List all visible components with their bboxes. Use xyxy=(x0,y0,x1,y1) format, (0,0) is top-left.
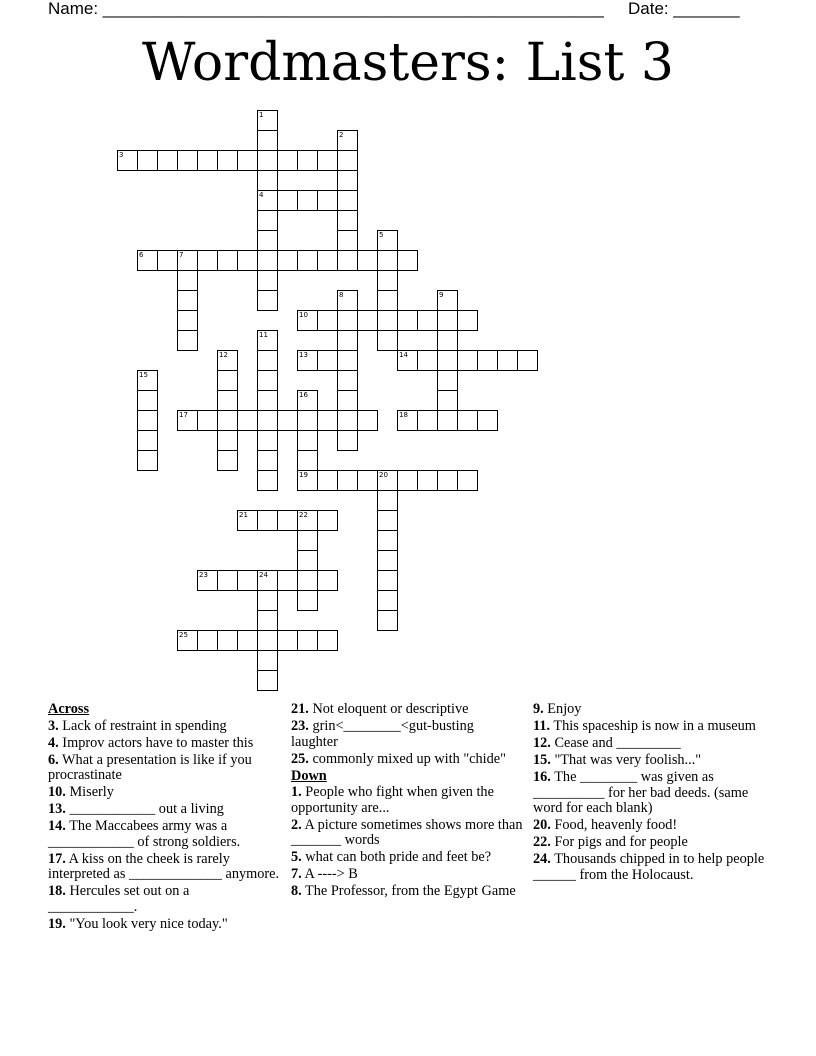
crossword-cell[interactable] xyxy=(377,590,398,611)
clue-item xyxy=(533,770,773,817)
crossword-cell[interactable] xyxy=(337,370,358,391)
clue-item xyxy=(291,850,523,866)
clue-item xyxy=(533,753,773,769)
clue-item-number: 2. xyxy=(291,816,302,833)
clue-item-number: 4. xyxy=(48,734,59,751)
crossword-cell[interactable] xyxy=(457,470,478,491)
crossword-cell[interactable] xyxy=(357,410,378,431)
crossword-cell[interactable] xyxy=(397,350,418,371)
crossword-cell[interactable] xyxy=(337,170,358,191)
crossword-cell[interactable] xyxy=(217,370,238,391)
clue-item-number: 24. xyxy=(533,851,551,867)
clue-number: 9 xyxy=(439,291,444,299)
crossword-cell[interactable] xyxy=(317,150,338,171)
clue-item xyxy=(291,719,523,750)
crossword-cell[interactable] xyxy=(297,510,318,531)
clue-item xyxy=(291,702,523,718)
crossword-cell[interactable] xyxy=(237,150,258,171)
crossword-cell[interactable] xyxy=(217,150,238,171)
clue-item-text: The ________ was given as __________ for her bad deeds. (same word for each blank) xyxy=(533,769,749,816)
crossword-cell[interactable] xyxy=(217,450,238,471)
crossword-cell[interactable] xyxy=(137,390,158,411)
crossword-cell[interactable] xyxy=(257,330,278,351)
clue-item-number: 15. xyxy=(533,752,551,768)
crossword-cell[interactable] xyxy=(137,450,158,471)
crossword-cell[interactable] xyxy=(257,170,278,191)
clue-item-text: Thousands chipped in to help people ______ from the Holocaust. xyxy=(533,851,765,883)
crossword-cell[interactable] xyxy=(377,250,398,271)
clue-number: 19 xyxy=(299,471,308,479)
clue-item xyxy=(48,753,280,784)
clue-item xyxy=(48,884,280,915)
crossword-cell[interactable] xyxy=(297,570,318,591)
clue-item-text: A ----> B xyxy=(301,866,358,882)
clue-number: 10 xyxy=(299,311,308,319)
crossword-cell[interactable] xyxy=(257,110,278,131)
clue-item-number: 18. xyxy=(48,883,66,899)
crossword-cell[interactable] xyxy=(297,550,318,571)
clue-item xyxy=(533,702,773,718)
crossword-cell[interactable] xyxy=(437,390,458,411)
crossword-cell[interactable] xyxy=(257,290,278,311)
clue-number: 18 xyxy=(399,411,408,419)
crossword-cell[interactable] xyxy=(337,190,358,211)
crossword-cell[interactable] xyxy=(177,270,198,291)
crossword-cell[interactable] xyxy=(297,190,318,211)
crossword-cell[interactable] xyxy=(277,150,298,171)
crossword-cell[interactable] xyxy=(417,470,438,491)
clue-item-text: grin<________<gut-busting laughter xyxy=(291,718,474,750)
crossword-cell[interactable] xyxy=(317,570,338,591)
crossword-cell[interactable] xyxy=(217,390,238,411)
crossword-cell[interactable] xyxy=(457,350,478,371)
crossword-cell[interactable] xyxy=(317,350,338,371)
crossword-cell[interactable] xyxy=(277,510,298,531)
clue-item-number: 9. xyxy=(533,701,544,717)
crossword-cell[interactable] xyxy=(297,630,318,651)
clue-number: 2 xyxy=(339,131,344,139)
crossword-cell[interactable] xyxy=(237,570,258,591)
clue-item-text: Enjoy xyxy=(543,701,582,717)
crossword-cell[interactable] xyxy=(277,410,298,431)
crossword-cell[interactable] xyxy=(237,250,258,271)
crossword-cell[interactable] xyxy=(277,190,298,211)
clue-column-3 xyxy=(533,702,773,885)
clue-item-text: what can both pride and feet be? xyxy=(301,849,492,865)
clue-number: 13 xyxy=(299,351,308,359)
crossword-cell[interactable] xyxy=(337,430,358,451)
crossword-cell[interactable] xyxy=(197,250,218,271)
clue-item-number: 22. xyxy=(533,834,551,850)
crossword-cell[interactable] xyxy=(297,450,318,471)
crossword-cell[interactable] xyxy=(317,310,338,331)
clue-number: 6 xyxy=(139,251,144,259)
crossword-cell[interactable] xyxy=(377,610,398,631)
crossword-cell[interactable] xyxy=(257,190,278,211)
crossword-cell[interactable] xyxy=(217,250,238,271)
clue-item-text: Miserly xyxy=(65,784,114,800)
clue-item xyxy=(533,852,773,883)
crossword-cell[interactable] xyxy=(437,350,458,371)
crossword-cell[interactable] xyxy=(257,670,278,691)
clue-item-number: 3. xyxy=(48,717,59,734)
clue-item-text: "You look very nice today." xyxy=(65,915,228,932)
clue-number: 14 xyxy=(399,351,408,359)
clue-number: 17 xyxy=(179,411,188,419)
crossword-cell[interactable] xyxy=(157,250,178,271)
clue-item-number: 14. xyxy=(48,818,66,834)
clue-item xyxy=(533,818,773,834)
crossword-cell[interactable] xyxy=(337,390,358,411)
clue-column-1 xyxy=(48,702,280,934)
crossword-cell[interactable] xyxy=(177,310,198,331)
crossword-cell[interactable] xyxy=(477,410,498,431)
clue-number: 3 xyxy=(119,151,124,159)
crossword-cell[interactable] xyxy=(397,250,418,271)
crossword-cell[interactable] xyxy=(257,470,278,491)
crossword-cell[interactable] xyxy=(177,250,198,271)
clue-item-text: Cease and _________ xyxy=(550,735,681,751)
crossword-cell[interactable] xyxy=(117,150,138,171)
crossword-cell[interactable] xyxy=(257,210,278,231)
clue-item-number: 16. xyxy=(533,769,551,785)
crossword-cell[interactable] xyxy=(257,590,278,611)
crossword-cell[interactable] xyxy=(137,410,158,431)
clue-number: 7 xyxy=(179,251,184,259)
crossword-cell[interactable] xyxy=(397,410,418,431)
crossword-cell[interactable] xyxy=(317,250,338,271)
crossword-cell[interactable] xyxy=(437,330,458,351)
clue-item-text: Improv actors have to master this xyxy=(58,734,254,751)
crossword-cell[interactable] xyxy=(417,350,438,371)
clue-number: 23 xyxy=(199,571,208,579)
crossword-cell[interactable] xyxy=(337,210,358,231)
clue-item-text: Hercules set out on a ____________. xyxy=(48,883,190,915)
crossword-cell[interactable] xyxy=(317,410,338,431)
clue-number: 20 xyxy=(379,471,388,479)
crossword-cell[interactable] xyxy=(437,310,458,331)
crossword-cell[interactable] xyxy=(517,350,538,371)
crossword-cell[interactable] xyxy=(257,610,278,631)
crossword-cell[interactable] xyxy=(377,310,398,331)
crossword-cell[interactable] xyxy=(277,570,298,591)
clue-item-number: 6. xyxy=(48,751,59,768)
clue-item xyxy=(48,852,280,883)
clue-item xyxy=(533,719,773,735)
clue-item xyxy=(291,785,523,816)
clue-number: 8 xyxy=(339,291,344,299)
crossword-cell[interactable] xyxy=(297,150,318,171)
clue-item xyxy=(48,719,280,735)
crossword-cell[interactable] xyxy=(337,410,358,431)
crossword-cell[interactable] xyxy=(217,570,238,591)
crossword-cell[interactable] xyxy=(257,350,278,371)
crossword-cell[interactable] xyxy=(257,570,278,591)
clue-item-number: 8. xyxy=(291,883,302,899)
clue-item xyxy=(533,736,773,752)
crossword-cell[interactable] xyxy=(257,410,278,431)
crossword-cell[interactable] xyxy=(197,150,218,171)
crossword-cell[interactable] xyxy=(157,150,178,171)
crossword-cell[interactable] xyxy=(317,470,338,491)
clue-item xyxy=(48,802,280,818)
clue-item-text: A picture sometimes shows more than _______ words xyxy=(291,816,523,848)
crossword-cell[interactable] xyxy=(177,150,198,171)
clue-section-heading: Across xyxy=(48,701,90,717)
crossword-cell[interactable] xyxy=(237,630,258,651)
clue-item-text: This spaceship is now in a museum xyxy=(550,718,756,734)
crossword-cell[interactable] xyxy=(337,130,358,151)
clue-item-number: 20. xyxy=(533,817,551,833)
clue-number: 24 xyxy=(259,571,268,579)
clue-number: 21 xyxy=(239,511,248,519)
crossword-cell[interactable] xyxy=(377,550,398,571)
clue-number: 15 xyxy=(139,371,148,379)
crossword-cell[interactable] xyxy=(297,410,318,431)
crossword-cell[interactable] xyxy=(297,530,318,551)
crossword-cell[interactable] xyxy=(257,650,278,671)
clue-item-text: People who fight when given the opportunity are... xyxy=(291,784,494,816)
crossword-cell[interactable] xyxy=(257,390,278,411)
crossword-cell[interactable] xyxy=(377,330,398,351)
clue-item-number: 19. xyxy=(48,915,66,932)
clue-item-number: 7. xyxy=(291,866,302,882)
crossword-cell[interactable] xyxy=(277,630,298,651)
clue-item-text: The Professor, from the Egypt Game xyxy=(301,883,516,899)
clue-number: 22 xyxy=(299,511,308,519)
clue-item-number: 12. xyxy=(533,735,551,751)
crossword-cell[interactable] xyxy=(297,470,318,491)
crossword-cell[interactable] xyxy=(457,410,478,431)
clue-item-number: 17. xyxy=(48,850,66,867)
crossword-cell[interactable] xyxy=(357,250,378,271)
clue-item xyxy=(48,819,280,850)
clue-item-text: commonly mixed up with "chide" xyxy=(308,750,506,767)
crossword-cell[interactable] xyxy=(397,310,418,331)
crossword-cell[interactable] xyxy=(257,510,278,531)
crossword-cell[interactable] xyxy=(197,570,218,591)
date-field-label[interactable]: Date: _______ xyxy=(628,0,740,18)
clue-item-number: 25. xyxy=(291,750,309,767)
crossword-cell[interactable] xyxy=(257,370,278,391)
crossword-cell[interactable] xyxy=(317,630,338,651)
crossword-cell[interactable] xyxy=(437,410,458,431)
clue-item-number: 13. xyxy=(48,801,66,817)
crossword-cell[interactable] xyxy=(337,310,358,331)
clue-item-text: For pigs and for people xyxy=(550,834,688,850)
clue-number: 4 xyxy=(259,191,264,199)
crossword-cell[interactable] xyxy=(377,230,398,251)
clue-item-text: The Maccabees army was a ____________ of strong soldiers. xyxy=(48,818,241,850)
crossword-cell[interactable] xyxy=(257,270,278,291)
crossword-cell[interactable] xyxy=(177,410,198,431)
crossword-cell[interactable] xyxy=(237,410,258,431)
crossword-cell[interactable] xyxy=(377,510,398,531)
crossword-cell[interactable] xyxy=(377,470,398,491)
clue-item-text: Not eloquent or descriptive xyxy=(308,701,469,717)
crossword-cell[interactable] xyxy=(497,350,518,371)
clue-item xyxy=(48,917,280,933)
crossword-cell[interactable] xyxy=(377,530,398,551)
crossword-cell[interactable] xyxy=(337,330,358,351)
crossword-cell[interactable] xyxy=(137,250,158,271)
crossword-cell[interactable] xyxy=(137,150,158,171)
crossword-cell[interactable] xyxy=(357,470,378,491)
crossword-cell[interactable] xyxy=(137,430,158,451)
crossword-cell[interactable] xyxy=(257,450,278,471)
crossword-cell[interactable] xyxy=(257,230,278,251)
clue-number: 25 xyxy=(179,631,188,639)
clue-item-text: "That was very foolish..." xyxy=(550,752,702,768)
crossword-cell[interactable] xyxy=(437,470,458,491)
crossword-cell[interactable] xyxy=(217,410,238,431)
crossword-cell[interactable] xyxy=(137,370,158,391)
clue-item-text: A kiss on the cheek is rarely interpreted as _____________ anymore. xyxy=(48,850,280,882)
crossword-cell[interactable] xyxy=(417,410,438,431)
clue-item-number: 1. xyxy=(291,784,302,800)
crossword-cell[interactable] xyxy=(377,290,398,311)
crossword-cell[interactable] xyxy=(297,350,318,371)
clue-item xyxy=(533,835,773,851)
page-header xyxy=(0,0,816,22)
clue-number: 12 xyxy=(219,351,228,359)
crossword-cell[interactable] xyxy=(297,390,318,411)
crossword-cell[interactable] xyxy=(317,510,338,531)
clue-item-text: Lack of restraint in spending xyxy=(58,717,227,734)
crossword-cell[interactable] xyxy=(437,290,458,311)
clue-item xyxy=(48,785,280,801)
clue-item-number: 5. xyxy=(291,849,302,865)
crossword-cell[interactable] xyxy=(437,370,458,391)
crossword-cell[interactable] xyxy=(177,630,198,651)
page-title: Wordmasters: List 3 xyxy=(142,33,674,93)
clue-item-text: ____________ out a living xyxy=(65,801,224,817)
crossword-cell[interactable] xyxy=(377,490,398,511)
clue-item-number: 11. xyxy=(533,718,551,734)
crossword-cell[interactable] xyxy=(257,130,278,151)
clue-item xyxy=(291,818,523,849)
crossword-cell[interactable] xyxy=(337,250,358,271)
crossword-cell[interactable] xyxy=(257,150,278,171)
crossword-cell[interactable] xyxy=(297,590,318,611)
crossword-cell[interactable] xyxy=(257,250,278,271)
crossword-cell[interactable] xyxy=(297,430,318,451)
crossword-cell[interactable] xyxy=(257,630,278,651)
name-field-label[interactable]: Name: _____________________________________________________ xyxy=(48,0,604,18)
clue-number: 5 xyxy=(379,231,384,239)
clue-column-2 xyxy=(291,702,523,901)
clue-item-number: 21. xyxy=(291,701,309,717)
crossword-cell[interactable] xyxy=(337,150,358,171)
crossword-cell[interactable] xyxy=(477,350,498,371)
crossword-cell[interactable] xyxy=(197,410,218,431)
crossword-cell[interactable] xyxy=(357,310,378,331)
crossword-cell[interactable] xyxy=(237,510,258,531)
crossword-cell[interactable] xyxy=(397,470,418,491)
crossword-cell[interactable] xyxy=(457,310,478,331)
crossword-cell[interactable] xyxy=(197,630,218,651)
crossword-cell[interactable] xyxy=(337,470,358,491)
crossword-cell[interactable] xyxy=(217,430,238,451)
crossword-cell[interactable] xyxy=(257,430,278,451)
crossword-cell[interactable] xyxy=(417,310,438,331)
crossword-cell[interactable] xyxy=(337,350,358,371)
clue-number: 16 xyxy=(299,391,308,399)
crossword-cell[interactable] xyxy=(337,290,358,311)
crossword-cell[interactable] xyxy=(337,230,358,251)
crossword-cell[interactable] xyxy=(177,290,198,311)
crossword-cell[interactable] xyxy=(217,630,238,651)
clue-item-text: What a presentation is like if you procrastinate xyxy=(48,751,252,783)
clue-item-number: 23. xyxy=(291,718,309,734)
crossword-cell[interactable] xyxy=(277,250,298,271)
clue-item xyxy=(291,867,523,883)
clue-number: 1 xyxy=(259,111,264,119)
clue-item-text: Food, heavenly food! xyxy=(550,817,678,833)
crossword-cell[interactable] xyxy=(377,570,398,591)
crossword-cell[interactable] xyxy=(177,330,198,351)
clue-number: 11 xyxy=(259,331,268,339)
clue-item xyxy=(48,736,280,752)
clue-item-number: 10. xyxy=(48,784,66,800)
clue-item xyxy=(291,884,523,900)
clue-section-heading: Down xyxy=(291,767,327,784)
crossword-cell[interactable] xyxy=(297,310,318,331)
crossword-cell[interactable] xyxy=(377,270,398,291)
crossword-cell[interactable] xyxy=(297,250,318,271)
crossword-cell[interactable] xyxy=(317,190,338,211)
clue-item xyxy=(291,752,523,768)
crossword-cell[interactable] xyxy=(217,350,238,371)
